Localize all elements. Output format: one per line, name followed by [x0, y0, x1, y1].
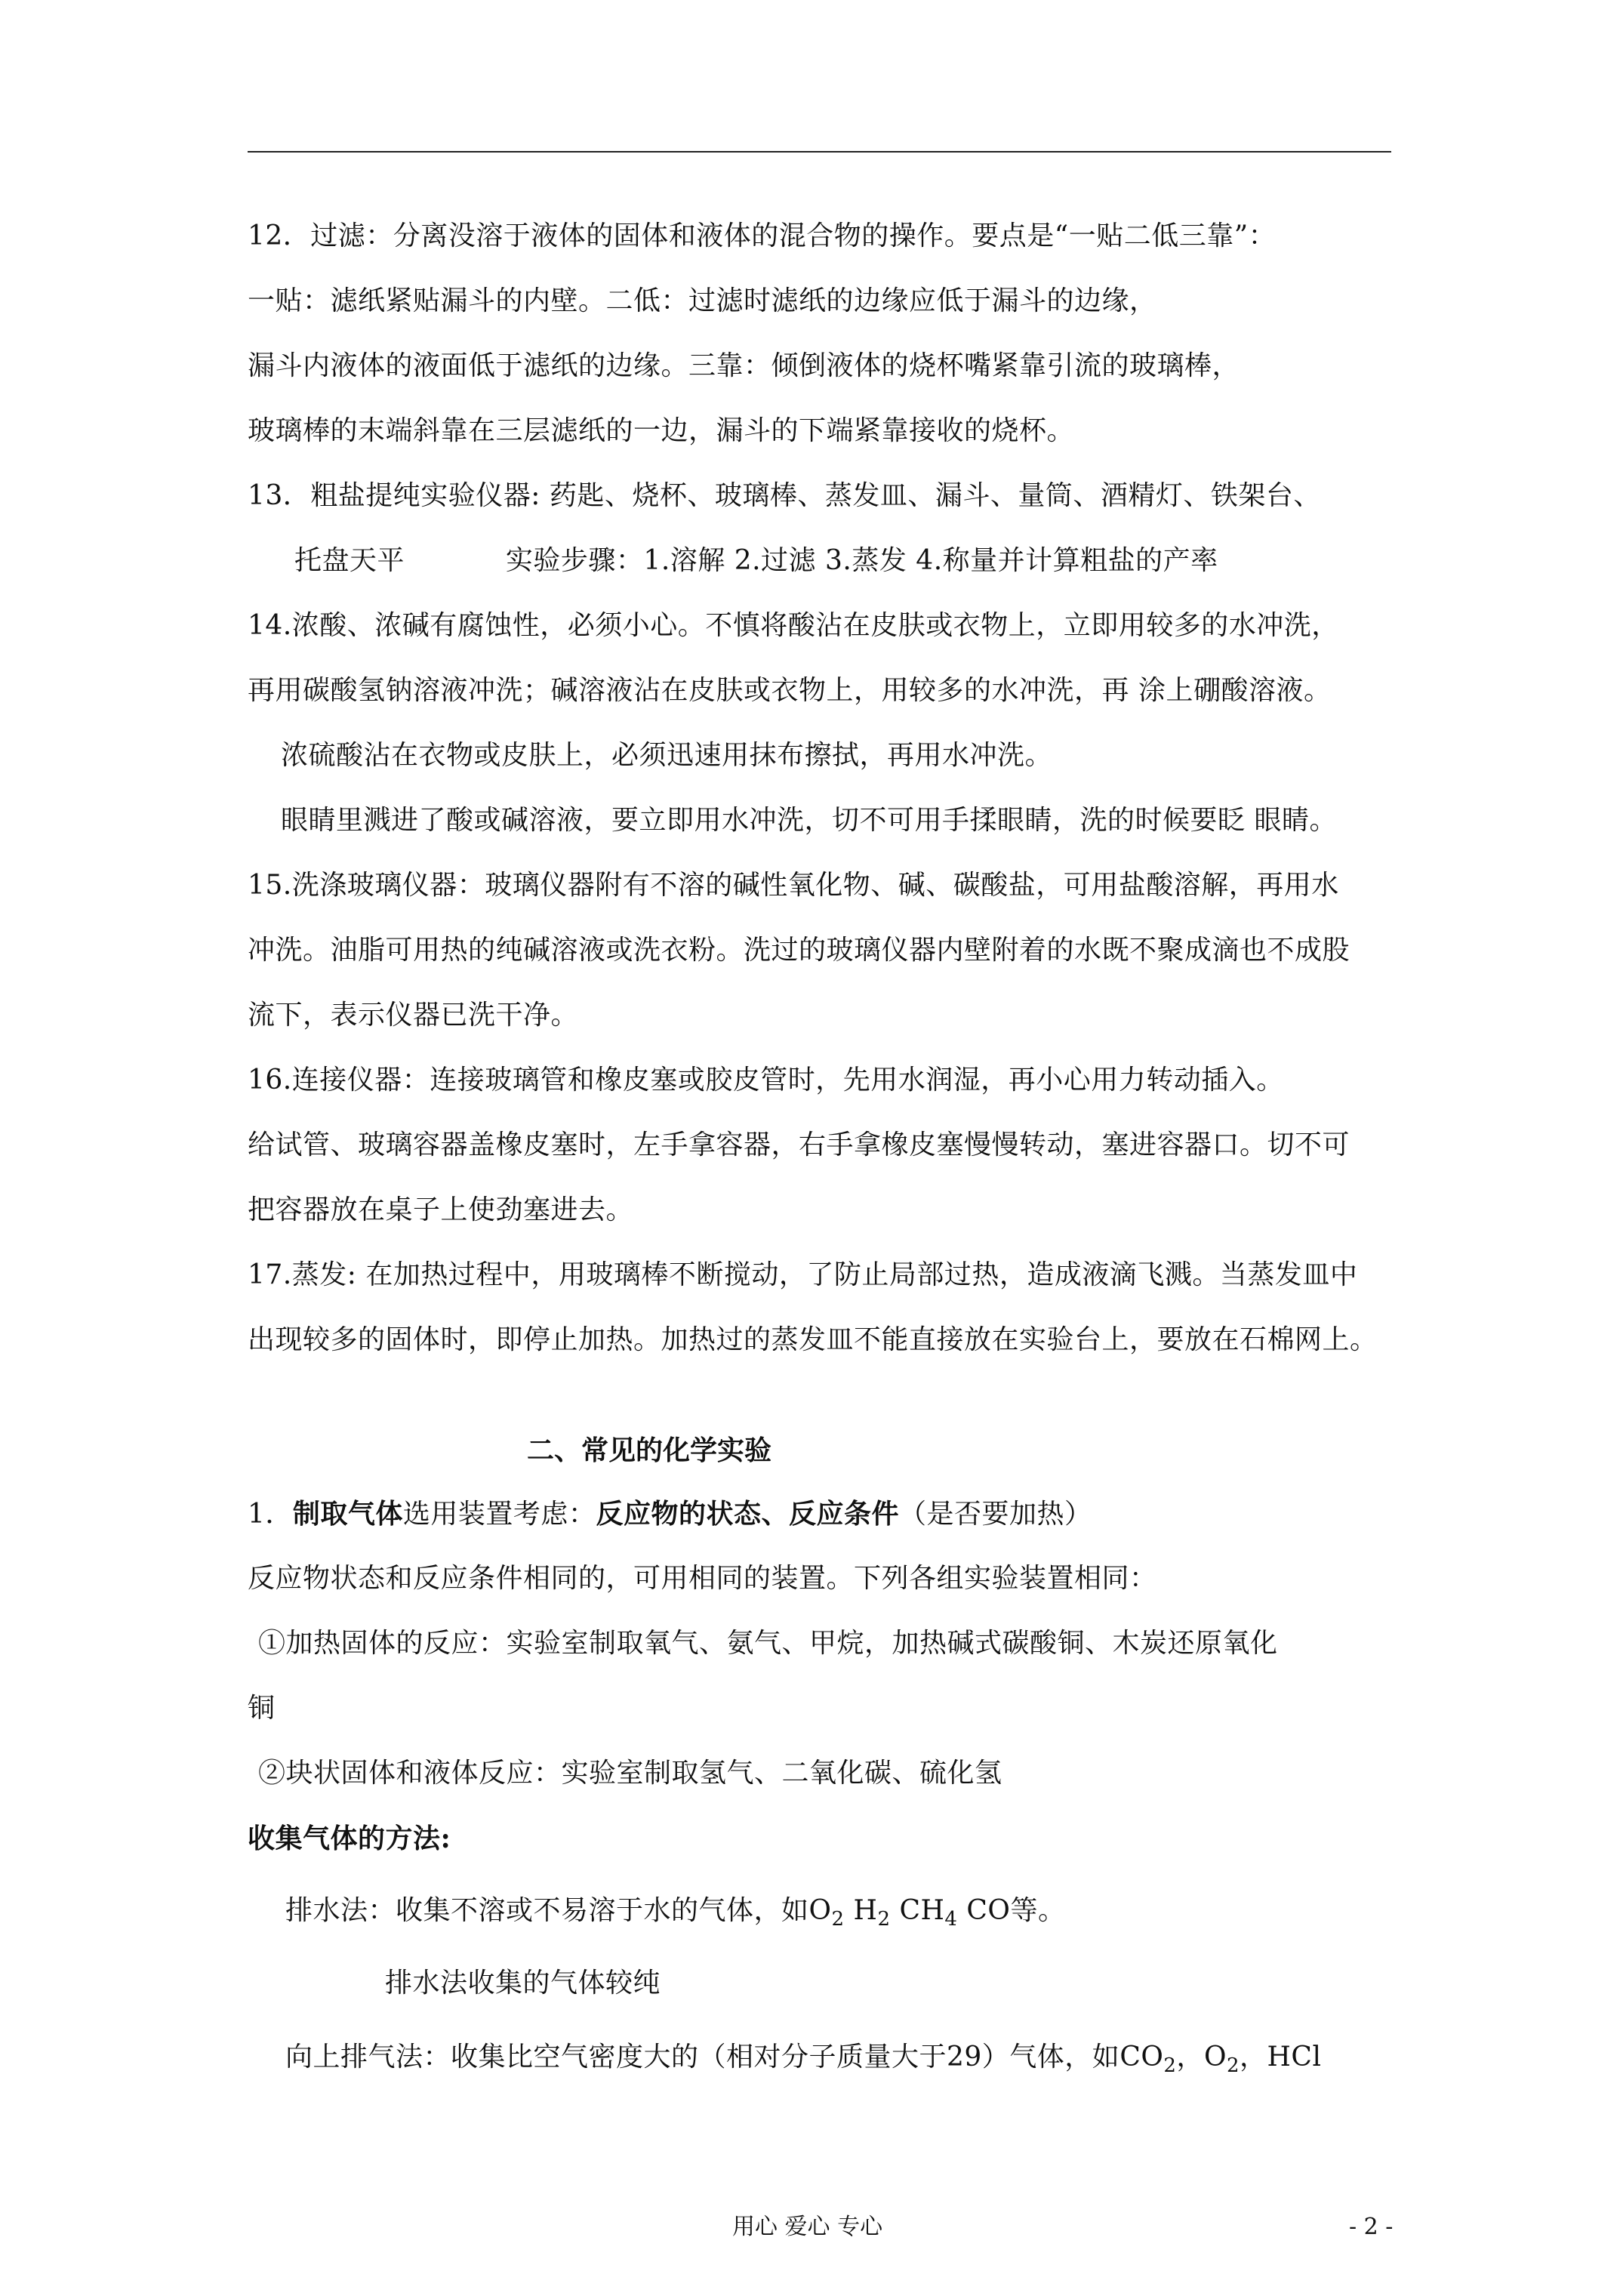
item-12-line-4: 玻璃棒的末端斜靠在三层滤纸的一边，漏斗的下端紧靠接收的烧杯。: [248, 415, 1075, 446]
item-15-line-3: 流下，表示仪器已洗干净。: [248, 1000, 579, 1031]
item-14-line-2: 再用碳酸氢钠溶液冲洗；碱溶液沾在皮肤或衣物上，用较多的水冲洗，再 涂上硼酸溶液。: [248, 675, 1332, 706]
footer-motto: 用心 爱心 专心: [732, 2214, 883, 2240]
separator: ，: [1240, 2042, 1267, 2073]
page-number: - 2 -: [1349, 2214, 1394, 2240]
para-1-text-1: 选用装置考虑：: [402, 1499, 596, 1530]
item-16-line-3: 把容器放在桌子上使劲塞进去。: [248, 1194, 634, 1225]
item-16-line-1: 16.连接仪器：连接玻璃管和橡皮塞或胶皮管时，先用水润湿，再小心用力转动插入。: [248, 1065, 1284, 1096]
water-method-note: 排水法收集的气体较纯: [385, 1968, 661, 1999]
collect-methods-title: 收集气体的方法:: [248, 1823, 451, 1854]
item-13-line-2: [294, 544, 1218, 578]
para-1-text-2: （是否要加热）: [898, 1499, 1092, 1530]
formula-o2: $O_2$: [808, 1895, 845, 1931]
item-15-line-1: 15.洗涤玻璃仪器：玻璃仪器附有不溶的碱性氧化物、碱、碳酸盐，可用盐酸溶解，再用水: [248, 870, 1339, 901]
upward-method-lead: 向上排气法：收集比空气密度大的（相对分子质量大于29）气体，如: [285, 2042, 1120, 2073]
item-13-balance: 托盘天平: [294, 545, 405, 576]
para-1-bold-1: 制取气体: [292, 1498, 403, 1530]
item-16-line-2: 给试管、玻璃容器盖橡皮塞时，左手拿容器，右手拿橡皮塞慢慢转动，塞进容器口。切不可: [248, 1130, 1350, 1160]
section-2-para-3-cont: 铜: [248, 1693, 276, 1724]
item-13-steps: 实验步骤：1.溶解 2.过滤 3.蒸发 4.称量并计算粗盐的产率: [505, 545, 1218, 576]
formula-ch4: $CH_4$: [899, 1895, 958, 1931]
water-method-tail: 等。: [1010, 1895, 1066, 1926]
item-15-line-2: 冲洗。油脂可用热的纯碱溶液或洗衣粉。洗过的玻璃仪器内壁附着的水既不聚成滴也不成股: [248, 935, 1350, 966]
section-2-para-2: 反应物状态和反应条件相同的，可用相同的装置。下列各组实验装置相同：: [248, 1563, 1157, 1594]
formula-h2: $H_2$: [853, 1895, 891, 1931]
item-12-line-3: 漏斗内液体的液面低于滤纸的边缘。三靠：倾倒液体的烧杯嘴紧靠引流的玻璃棒，: [248, 350, 1240, 381]
formula-hcl: HCl: [1267, 2042, 1322, 2073]
section-2-para-3: ①加热固体的反应：实验室制取氧气、氨气、甲烷，加热碱式碳酸铜、木炭还原氧化: [258, 1628, 1278, 1659]
para-1-bold-2: 反应物的状态、反应条件: [596, 1498, 899, 1530]
item-14-line-4: 眼睛里溅进了酸或碱溶液，要立即用水冲洗，切不可用手揉眼睛，洗的时候要眨 眼睛。: [281, 805, 1337, 836]
water-method-lead: 排水法：收集不溶或不易溶于水的气体，如: [285, 1895, 809, 1926]
item-12-line-2: 一贴：滤纸紧贴漏斗的内壁。二低：过滤时滤纸的边缘应低于漏斗的边缘，: [248, 285, 1157, 316]
section-2-title: 二、常见的化学实验: [527, 1435, 772, 1466]
water-method-line: [285, 1894, 1066, 1931]
section-2-para-1: [248, 1496, 1092, 1532]
header-rule: [248, 151, 1391, 153]
item-12-line-1: 12．过滤：分离没溶于液体的固体和液体的混合物的操作。要点是“一贴二低三靠”：: [248, 220, 1277, 251]
item-14-line-3: 浓硫酸沾在衣物或皮肤上，必须迅速用抹布擦拭，再用水冲洗。: [281, 740, 1053, 771]
item-17-line-2: 出现较多的固体时，即停止加热。加热过的蒸发皿不能直接放在实验台上，要放在石棉网上。: [248, 1324, 1378, 1355]
section-2-para-4: ②块状固体和液体反应：实验室制取氢气、二氧化碳、硫化氢: [258, 1758, 1002, 1789]
upward-method-line: [285, 2040, 1321, 2075]
para-1-number: 1．: [248, 1499, 293, 1530]
formula-co: CO: [966, 1895, 1011, 1926]
item-17-line-1: 17.蒸发: 在加热过程中，用玻璃棒不断搅动，了防止局部过热，造成液滴飞溅。当蒸发皿中: [248, 1259, 1358, 1290]
item-13-line-1: 13．粗盐提纯实验仪器: 药匙、烧杯、玻璃棒、蒸发皿、漏斗、量筒、酒精灯、铁架台、: [248, 480, 1321, 511]
separator: ，: [1176, 2042, 1204, 2073]
item-14-line-1: 14.浓酸、浓碱有腐蚀性，必须小心。不慎将酸沾在皮肤或衣物上，立即用较多的水冲洗，: [248, 610, 1339, 641]
formula-co2: $CO_2$: [1119, 2042, 1177, 2077]
formula-o2-up: $O_2$: [1203, 2042, 1240, 2077]
